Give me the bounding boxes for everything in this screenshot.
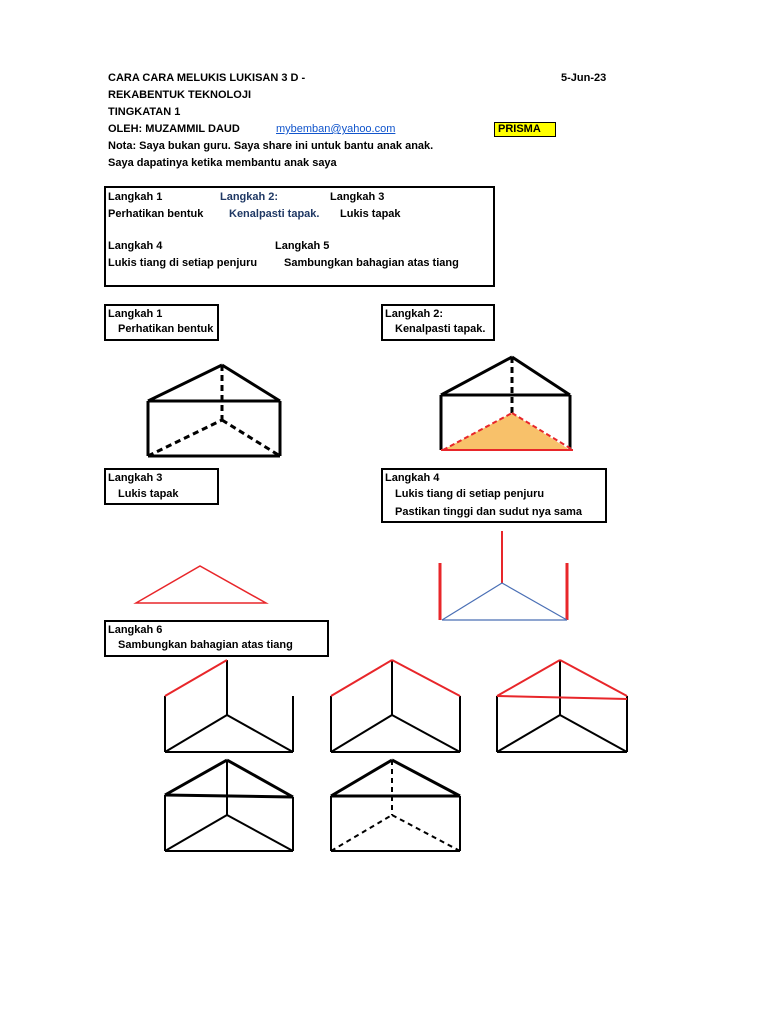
step1-title: Langkah 1 <box>108 308 163 320</box>
step3-base-triangle <box>136 566 266 603</box>
doc-title: CARA CARA MELUKIS LUKISAN 3 D - <box>108 72 306 84</box>
email-link[interactable]: mybemban@yahoo.com <box>276 123 396 135</box>
step6-stage3 <box>497 660 627 752</box>
shape-badge: PRISMA <box>494 122 556 137</box>
summary-step1-title: Langkah 1 <box>108 191 163 203</box>
doc-level: TINGKATAN 1 <box>108 106 181 118</box>
step4-text-2: Pastikan tinggi dan sudut nya sama <box>395 506 583 518</box>
step1-prism <box>148 365 280 456</box>
step3-title: Langkah 3 <box>108 472 163 484</box>
summary-step2-title: Langkah 2: <box>220 191 279 203</box>
summary-step3-title: Langkah 3 <box>330 191 385 203</box>
summary-step4-text: Lukis tiang di setiap penjuru <box>108 257 258 269</box>
step6-final-prism <box>331 760 460 851</box>
summary-step5-text: Sambungkan bahagian atas tiang <box>284 257 459 269</box>
step6-title: Langkah 6 <box>108 624 163 636</box>
step4-title: Langkah 4 <box>385 472 440 484</box>
step2-title: Langkah 2: <box>385 308 444 320</box>
summary-step4-title: Langkah 4 <box>108 240 163 252</box>
step1-text: Perhatikan bentuk <box>118 323 214 335</box>
step6-stage4 <box>165 760 293 851</box>
step2-text: Kenalpasti tapak. <box>395 323 486 335</box>
doc-subject: REKABENTUK TEKNOLOJI <box>108 89 252 101</box>
step4-pillars <box>440 531 567 620</box>
step6-stage2 <box>331 660 460 752</box>
note-line-1: Nota: Saya bukan guru. Saya share ini untuk bantu anak anak. <box>108 140 434 152</box>
step4-text-1: Lukis tiang di setiap penjuru <box>395 488 545 500</box>
doc-date: 5-Jun-23 <box>561 72 607 84</box>
summary-step5-title: Langkah 5 <box>275 240 330 252</box>
step2-prism <box>441 357 573 450</box>
summary-step1-text: Perhatikan bentuk <box>108 208 204 220</box>
step6-stage1 <box>165 660 293 752</box>
doc-author: OLEH: MUZAMMIL DAUD <box>108 123 240 135</box>
step6-text: Sambungkan bahagian atas tiang <box>118 639 293 651</box>
summary-step3-text: Lukis tapak <box>340 208 401 220</box>
summary-step2-text: Kenalpasti tapak. <box>229 208 320 220</box>
note-line-2: Saya dapatinya ketika membantu anak saya <box>108 157 337 169</box>
step3-text: Lukis tapak <box>118 488 179 500</box>
